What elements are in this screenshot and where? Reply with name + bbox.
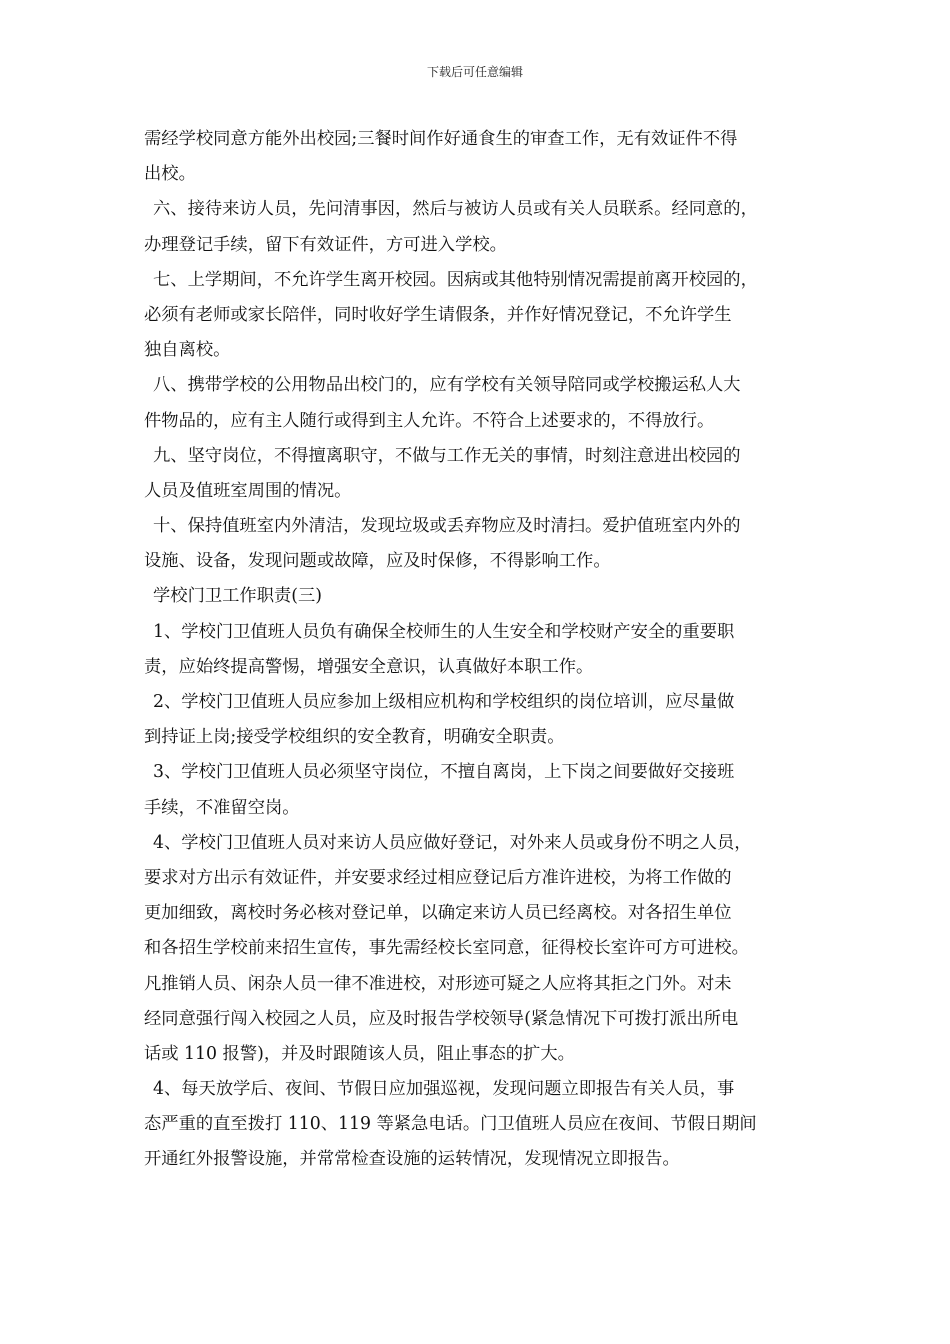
text-line: 八、携带学校的公用物品出校门的，应有学校有关领导陪同或学校搬运私人大 <box>153 375 741 396</box>
text-line: 经同意强行闯入校园之人员，应及时报告学校领导(紧急情况下可拨打派出所电 <box>144 1008 739 1029</box>
text-line: 1、学校门卫值班人员负有确保全校师生的人生安全和学校财产安全的重要职 <box>153 621 735 642</box>
text-line: 需经学校同意方能外出校园;三餐时间作好通食生的审查工作，无有效证件不得 <box>144 129 738 149</box>
text-line: 手续，不准留空岗。 <box>144 797 300 818</box>
text-line: 凡推销人员、闲杂人员一律不准进校，对形迹可疑之人应将其拒之门外。对未 <box>144 973 732 994</box>
document-body <box>144 122 814 1178</box>
text-line: 十、保持值班室内外清洁，发现垃圾或丢弃物应及时清扫。爱护值班室内外的 <box>153 516 741 537</box>
text-line: 4、每天放学后、夜间、节假日应加强巡视，发现问题立即报告有关人员，事 <box>153 1079 735 1100</box>
text-line: 九、坚守岗位，不得擅离职守，不做与工作无关的事情，时刻注意进出校园的 <box>153 445 741 466</box>
text-line: 责，应始终提高警惕，增强安全意识，认真做好本职工作。 <box>144 656 594 677</box>
text-line: 必须有老师或家长陪伴，同时收好学生请假条，并作好情况登记，不允许学生 <box>144 304 732 325</box>
text-line: 六、接待来访人员，先问清事因，然后与被访人员或有关人员联系。经同意的， <box>153 199 758 220</box>
text-line: 办理登记手续，留下有效证件，方可进入学校。 <box>144 234 507 255</box>
text-line: 4、学校门卫值班人员对来访人员应做好登记，对外来人员或身份不明之人员， <box>153 832 752 853</box>
text-line: 到持证上岗;接受学校组织的安全教育，明确安全职责。 <box>144 727 565 748</box>
text-line: 出校。 <box>144 164 196 185</box>
text-line: 2、学校门卫值班人员应参加上级相应机构和学校组织的岗位培训，应尽量做 <box>153 692 735 712</box>
text-line: 独自离校。 <box>144 340 231 361</box>
text-line: 更加细致，离校时务必核对登记单，以确定来访人员已经离校。对各招生单位 <box>144 903 732 924</box>
page-header: 下载后可任意编辑 <box>426 65 523 79</box>
text-line: 态严重的直至拨打 110、119 等紧急电话。门卫值班人员应在夜间、节假日期间 <box>144 1114 757 1135</box>
text-line: 设施、设备，发现问题或故障，应及时保修，不得影响工作。 <box>144 551 611 572</box>
text-line: 七、上学期间，不允许学生离开校园。因病或其他特别情况需提前离开校园的， <box>153 269 758 290</box>
text-line: 开通红外报警设施，并常常检查设施的运转情况，发现情况立即报告。 <box>144 1149 680 1170</box>
text-line: 件物品的，应有主人随行或得到主人允许。不符合上述要求的，不得放行。 <box>144 410 715 431</box>
text-line: 话或 110 报警)，并及时跟随该人员，阻止事态的扩大。 <box>144 1043 575 1064</box>
text-line: 3、学校门卫值班人员必须坚守岗位，不擅自离岗，上下岗之间要做好交接班 <box>153 762 735 783</box>
text-line: 要求对方出示有效证件，并安要求经过相应登记后方准许进校，为将工作做的 <box>144 867 732 888</box>
text-line: 人员及值班室周围的情况。 <box>144 480 352 501</box>
text-line: 和各招生学校前来招生宣传，事先需经校长室同意，征得校长室许可方可进校。 <box>144 938 749 959</box>
section-heading: 学校门卫工作职责(三) <box>153 586 323 607</box>
